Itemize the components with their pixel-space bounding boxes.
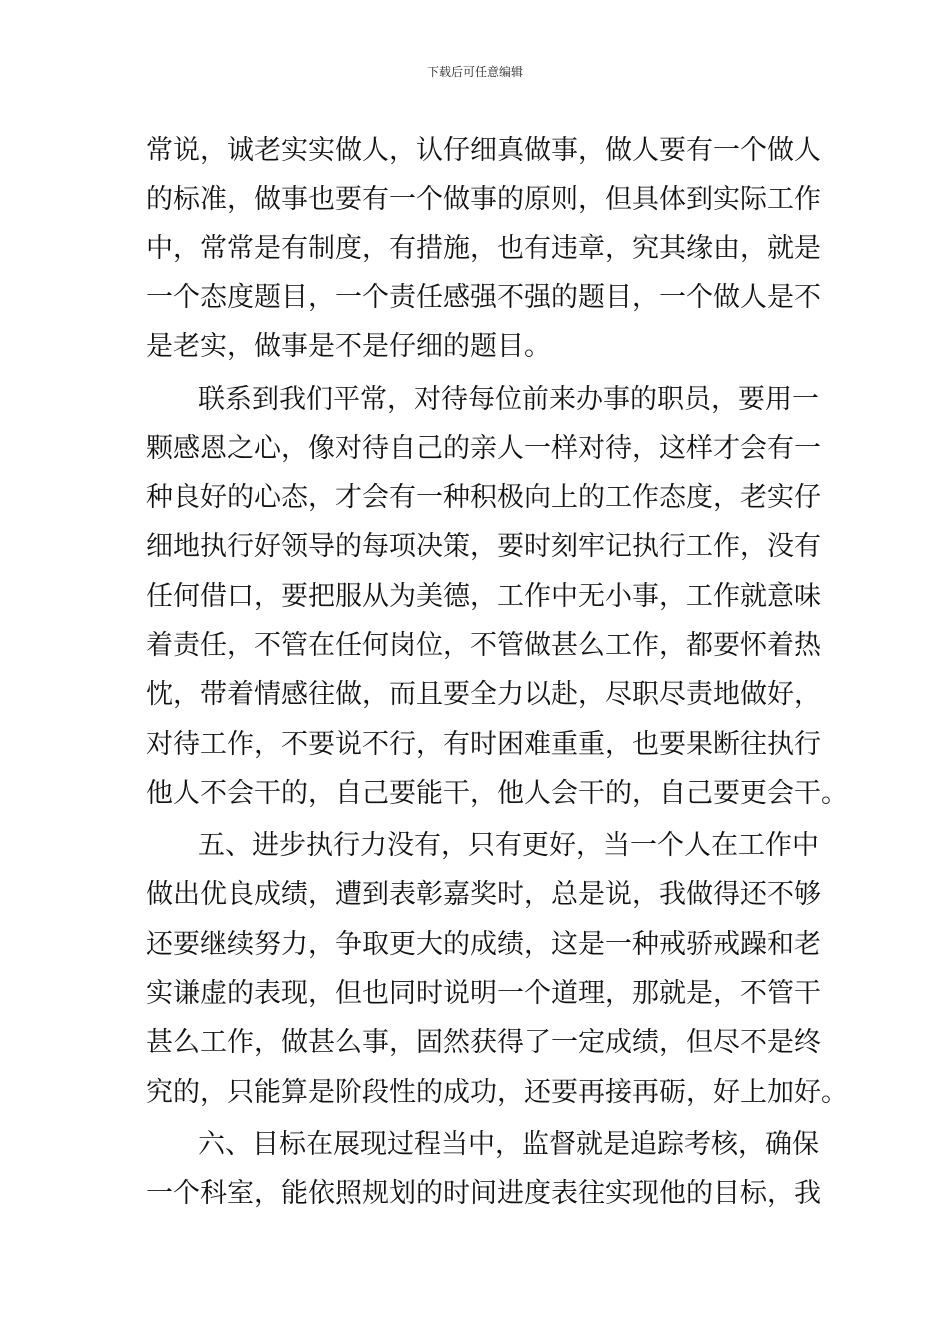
text-line: 种良好的心态，才会有一种积极向上的工作态度，老实仔 — [146, 482, 821, 513]
text-line: 还要继续努力，争取更大的成绩，这是一种戒骄戒躁和老 — [146, 929, 821, 960]
text-line: 甚么工作，做甚么事，固然获得了一定成绩，但尽不是终 — [146, 1027, 821, 1058]
text-line: 究的，只能算是阶段性的成功，还要再接再砺，好上加好。 — [146, 1077, 848, 1108]
text-line: 的标准，做事也要有一个做事的原则，但具体到实际工作 — [146, 184, 821, 215]
text-line: 实谦虚的表现，但也同时说明一个道理，那就是，不管干 — [146, 978, 821, 1009]
text-line: 着责任，不管在任何岗位，不管做甚么工作，都要怀着热 — [146, 630, 821, 661]
text-line: 一个科室，能依照规划的时间进度表往实现他的目标，我 — [146, 1178, 821, 1209]
text-line: 五、进步执行力没有，只有更好，当一个人在工作中 — [198, 830, 819, 861]
text-line: 任何借口，要把服从为美德，工作中无小事，工作就意味 — [146, 581, 821, 612]
text-line: 一个态度题目，一个责任感强不强的题目，一个做人是不 — [146, 282, 821, 313]
text-line: 颗感恩之心，像对待自己的亲人一样对待，这样才会有一 — [146, 433, 821, 464]
text-line: 细地执行好领导的每项决策，要时刻牢记执行工作，没有 — [146, 531, 821, 562]
text-line: 他人不会干的，自己要能干，他人会干的，自己要更会干。 — [146, 778, 848, 809]
text-line: 对待工作，不要说不行，有时困难重重，也要果断往执行 — [146, 729, 821, 760]
text-line: 联系到我们平常，对待每位前来办事的职员，要用一 — [198, 384, 819, 415]
text-line: 常说，诚老实实做人，认仔细真做事，做人要有一个做人 — [146, 135, 821, 166]
page-header: 下载后可任意编辑 — [426, 65, 523, 79]
text-line: 忱，带着情感往做，而且要全力以赴，尽职尽责地做好， — [146, 679, 821, 710]
text-line: 做出优良成绩，遭到表彰嘉奖时，总是说，我做得还不够 — [146, 879, 821, 910]
text-line: 是老实，做事是不是仔细的题目。 — [146, 331, 551, 362]
text-line: 六、目标在展现过程当中，监督就是追踪考核，确保 — [198, 1129, 819, 1160]
text-line: 中，常常是有制度，有措施，也有违章，究其缘由，就是 — [146, 233, 821, 264]
